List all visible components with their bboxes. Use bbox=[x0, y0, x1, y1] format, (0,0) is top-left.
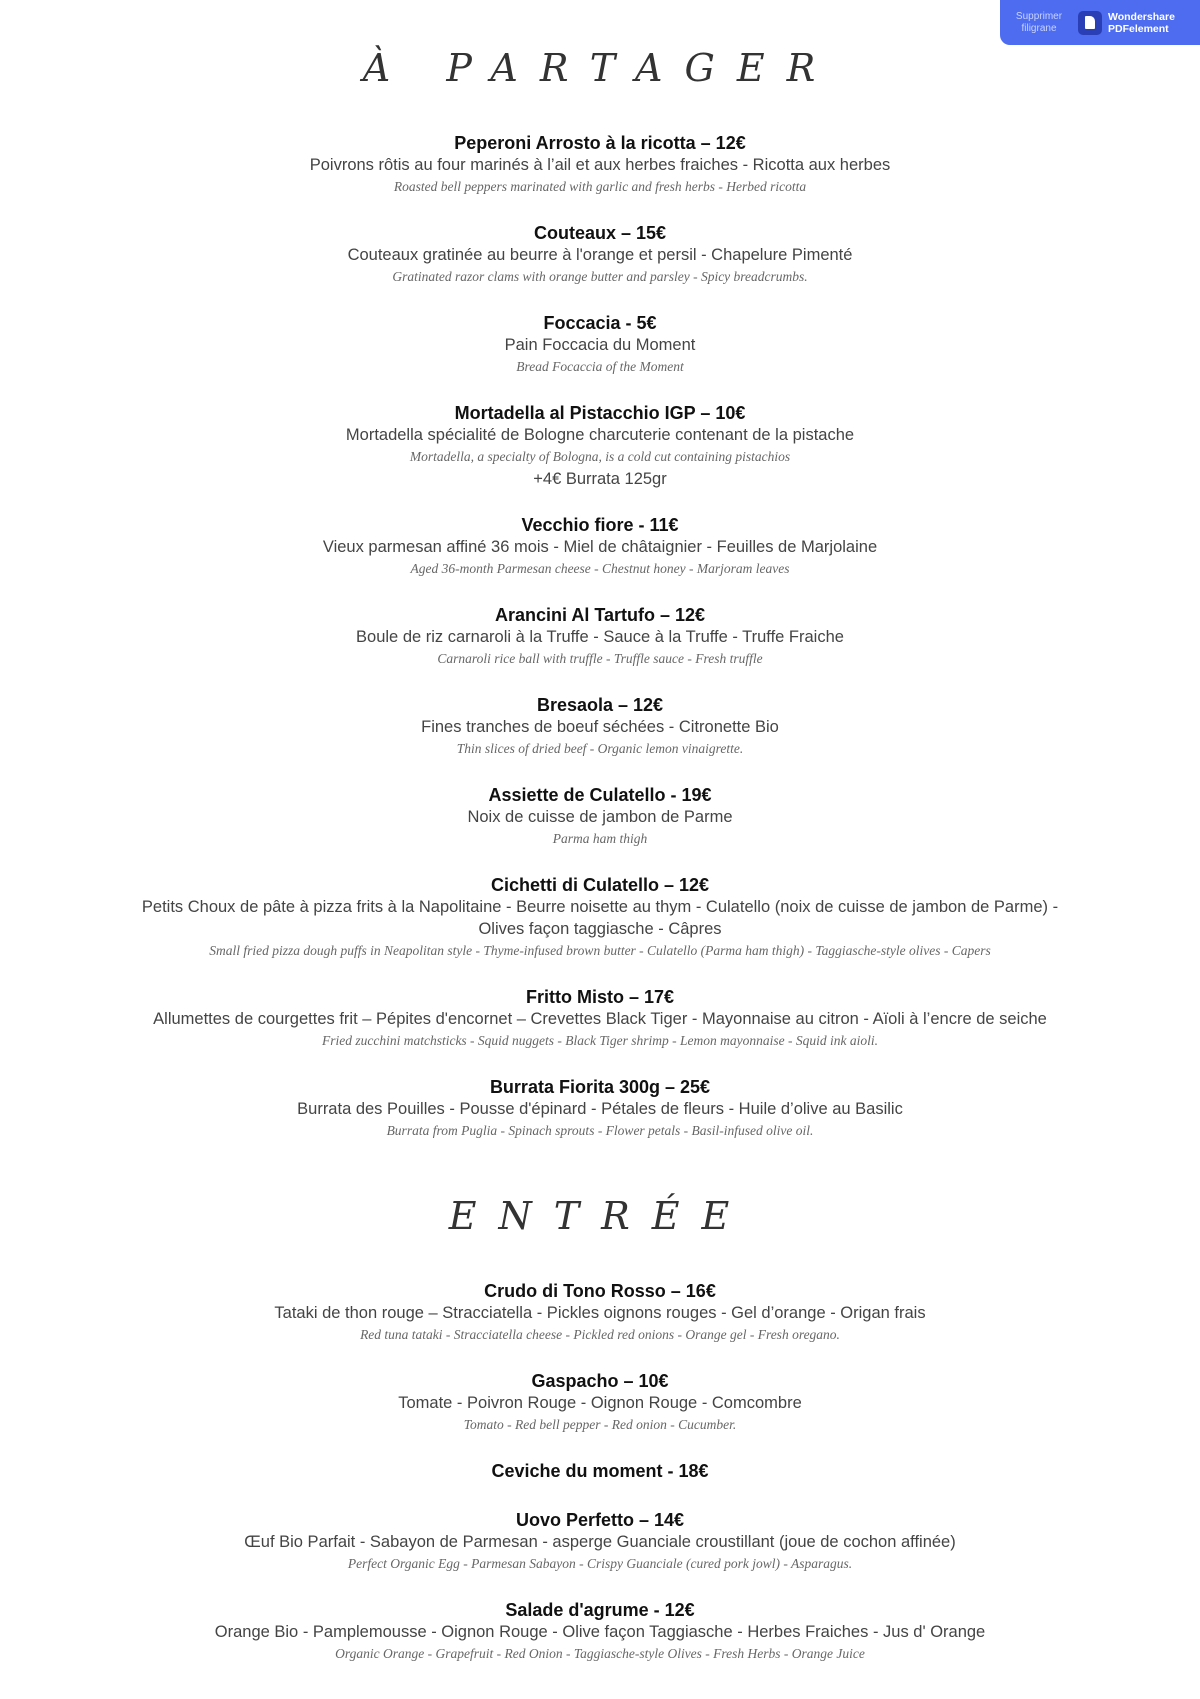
section-heading: À PARTAGER bbox=[362, 46, 838, 90]
dish-description: Œuf Bio Parfait - Sabayon de Parmesan - asperge Guanciale croustillant (joue de cochon affinée) bbox=[244, 1533, 956, 1551]
dish-translation: Red tuna tataki - Stracciatella cheese - Pickled red onions - Orange gel - Fresh oregano. bbox=[360, 1327, 840, 1342]
menu-item bbox=[0, 694, 1200, 760]
section-heading: ENTRÉE bbox=[448, 1194, 752, 1238]
menu-item bbox=[0, 402, 1200, 490]
pdfelement-logo-icon bbox=[1078, 11, 1102, 35]
dish-translation: Fried zucchini matchsticks - Squid nuggets - Black Tiger shrimp - Lemon mayonnaise - Squid ink aioli. bbox=[321, 1033, 879, 1048]
dish-description: Boule de riz carnaroli à la Truffe - Sauce à la Truffe - Truffe Fraiche bbox=[356, 628, 844, 646]
dish-translation: Mortadella, a specialty of Bologna, is a cold cut containing pistachios bbox=[409, 449, 791, 464]
dish-description: Pain Foccacia du Moment bbox=[504, 336, 696, 354]
menu-item bbox=[0, 132, 1200, 198]
dish-translation: Bread Focaccia of the Moment bbox=[516, 359, 684, 374]
menu-item bbox=[0, 986, 1200, 1052]
dish-translation: Thin slices of dried beef - Organic lemon vinaigrette. bbox=[456, 741, 744, 756]
menu-item bbox=[0, 874, 1200, 962]
dish-description: Allumettes de courgettes frit – Pépites d'encornet – Crevettes Black Tiger - Mayonnaise au citron - Aïoli à l’encre de seiche bbox=[153, 1010, 1047, 1028]
dish-name: Foccacia - 5€ bbox=[543, 313, 657, 333]
dish-supplement: +4€ Burrata 125gr bbox=[533, 470, 667, 488]
dish-name: Bresaola – 12€ bbox=[536, 695, 664, 715]
watermark-brand: Wondershare PDFelement bbox=[1108, 10, 1175, 35]
dish-translation: Carnaroli rice ball with truffle - Truffle sauce - Fresh truffle bbox=[437, 651, 763, 666]
menu-item bbox=[0, 1599, 1200, 1665]
dish-translation: Small fried pizza dough puffs in Neapolitan style - Thyme-infused brown butter - Culatello (Parma ham thigh) - Taggiasche-style olives - Capers bbox=[209, 943, 991, 958]
dish-name: Couteaux – 15€ bbox=[533, 223, 667, 243]
dish-description: Tomate - Poivron Rouge - Oignon Rouge - Comcombre bbox=[398, 1394, 802, 1412]
dish-description: Olives façon taggiasche - Câpres bbox=[478, 920, 722, 938]
dish-description: Noix de cuisse de jambon de Parme bbox=[467, 808, 733, 826]
dish-name: Burrata Fiorita 300g – 25€ bbox=[489, 1077, 711, 1097]
dish-name: Peperoni Arrosto à la ricotta – 12€ bbox=[454, 133, 746, 153]
menu-item bbox=[0, 1280, 1200, 1346]
dish-name: Vecchio fiore - 11€ bbox=[521, 515, 679, 535]
dish-description: Mortadella spécialité de Bologne charcuterie contenant de la pistache bbox=[345, 426, 855, 444]
dish-translation: Burrata from Puglia - Spinach sprouts - Flower petals - Basil-infused olive oil. bbox=[386, 1123, 814, 1138]
remove-watermark-link[interactable]: Supprimer filigrane bbox=[1015, 10, 1063, 34]
menu-list bbox=[0, 132, 1200, 1142]
dish-description: Fines tranches de boeuf séchées - Citronette Bio bbox=[421, 718, 779, 736]
dish-name: Arancini Al Tartufo – 12€ bbox=[494, 605, 706, 625]
dish-description: Vieux parmesan affiné 36 mois - Miel de châtaignier - Feuilles de Marjolaine bbox=[322, 538, 878, 556]
dish-description: Petits Choux de pâte à pizza frits à la Napolitaine - Beurre noisette au thym - Culatello (noix de cuisse de jambon de Parme) - bbox=[141, 898, 1059, 916]
dish-description: Tataki de thon rouge – Stracciatella - Pickles oignons rouges - Gel d’orange - Origan frais bbox=[274, 1304, 926, 1322]
dish-translation: Tomato - Red bell pepper - Red onion - Cucumber. bbox=[463, 1417, 737, 1432]
menu-item bbox=[0, 1509, 1200, 1575]
section-a-partager bbox=[0, 44, 1200, 1166]
menu-item bbox=[0, 784, 1200, 850]
menu-item bbox=[0, 1076, 1200, 1142]
dish-name: Mortadella al Pistacchio IGP – 10€ bbox=[454, 403, 746, 423]
menu-item bbox=[0, 1370, 1200, 1436]
dish-translation: Gratinated razor clams with orange butter and parsley - Spicy breadcrumbs. bbox=[392, 269, 808, 284]
menu-list bbox=[0, 1280, 1200, 1665]
dish-description: Poivrons rôtis au four marinés à l’ail et aux herbes fraiches - Ricotta aux herbes bbox=[309, 156, 891, 174]
section-entree bbox=[0, 1192, 1200, 1689]
dish-translation: Perfect Organic Egg - Parmesan Sabayon - Crispy Guanciale (cured pork jowl) - Asparagus. bbox=[347, 1556, 853, 1571]
dish-name: Fritto Misto – 17€ bbox=[525, 987, 675, 1007]
dish-description: Burrata des Pouilles - Pousse d'épinard - Pétales de fleurs - Huile d’olive au Basilic bbox=[297, 1100, 903, 1118]
dish-name: Cichetti di Culatello – 12€ bbox=[490, 875, 710, 895]
dish-name: Gaspacho – 10€ bbox=[531, 1371, 669, 1391]
dish-translation: Aged 36-month Parmesan cheese - Chestnut honey - Marjoram leaves bbox=[410, 561, 790, 576]
menu-item bbox=[0, 514, 1200, 580]
dish-translation: Organic Orange - Grapefruit - Red Onion - Taggiasche-style Olives - Fresh Herbs - Orange Juice bbox=[335, 1646, 865, 1661]
dish-name: Crudo di Tono Rosso – 16€ bbox=[484, 1281, 716, 1301]
dish-name: Ceviche du moment - 18€ bbox=[491, 1461, 709, 1481]
menu-item bbox=[0, 312, 1200, 378]
watermark-banner[interactable] bbox=[1000, 0, 1200, 45]
dish-name: Assiette de Culatello - 19€ bbox=[488, 785, 712, 805]
menu-item bbox=[0, 1460, 1200, 1482]
dish-name: Uovo Perfetto – 14€ bbox=[515, 1510, 685, 1530]
dish-name: Salade d'agrume - 12€ bbox=[505, 1600, 695, 1620]
menu-item bbox=[0, 604, 1200, 670]
dish-translation: Parma ham thigh bbox=[552, 831, 648, 846]
dish-description: Orange Bio - Pamplemousse - Oignon Rouge - Olive façon Taggiasche - Herbes Fraiches - Jus d' Orange bbox=[214, 1623, 986, 1641]
menu-item bbox=[0, 222, 1200, 288]
dish-description: Couteaux gratinée au beurre à l'orange et persil - Chapelure Pimenté bbox=[347, 246, 853, 264]
dish-translation: Roasted bell peppers marinated with garlic and fresh herbs - Herbed ricotta bbox=[393, 179, 807, 194]
